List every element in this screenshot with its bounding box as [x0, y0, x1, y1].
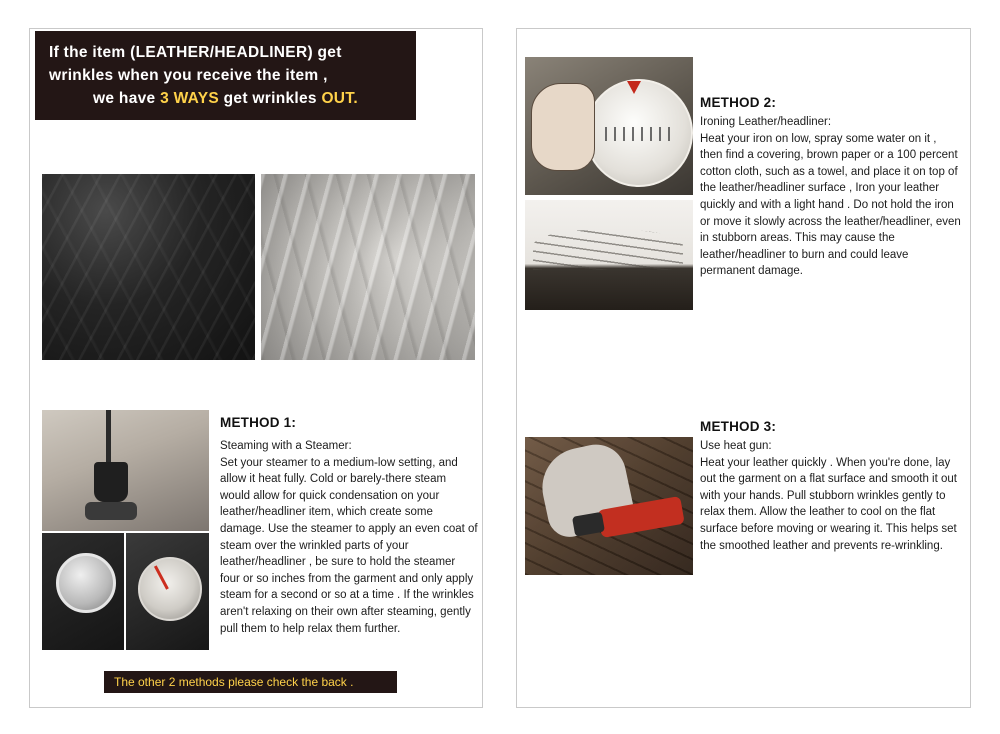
back-side-note: The other 2 methods please check the back . — [104, 671, 397, 693]
black-leather-photo — [42, 174, 255, 360]
method-1-heading: METHOD 1: — [220, 415, 297, 430]
headline-line-3 — [93, 87, 358, 110]
gray-headliner-photo — [261, 174, 475, 360]
heat-gun-photo — [525, 437, 693, 575]
hand-shape — [531, 83, 595, 171]
method-3-subtitle: Use heat gun: — [700, 440, 772, 452]
cloth-folds-shape — [533, 230, 683, 270]
method-3-heading: METHOD 3: — [700, 419, 777, 434]
steamer-dial-photo-2 — [126, 533, 209, 650]
dial-shape — [138, 557, 202, 621]
cloth-on-leather-photo — [525, 200, 693, 310]
steamer-photo — [42, 410, 209, 531]
headline-banner — [35, 31, 416, 120]
headline-line-1: If the item (LEATHER/HEADLINER) get — [49, 44, 342, 61]
method-1-text — [220, 438, 478, 637]
headline-middle: get wrinkles — [219, 90, 322, 107]
method-1-body: Set your steamer to a medium-low setting, and allow it heat fully. Cold or barely-there steam would allow for quick condensation on your leather/headliner item, which create some damage. Use the steamer to apply an even coat of steam over the wrinkled parts of your leather/headliner , be sure to hold the steamer four or so inches from the garment and only apply steam for a second or so at a time . If the wrinkles aren't relaxing on their own after steaming, gently pull them to help relax them further. — [220, 456, 478, 635]
dial-marker-icon — [627, 81, 641, 94]
headline-line-2: wrinkles when you receive the item , — [49, 67, 328, 84]
iron-dial-shape — [585, 79, 693, 187]
steamer-base-shape — [85, 502, 137, 520]
method-2-subtitle: Ironing Leather/headliner: — [700, 116, 832, 128]
headline-prefix: we have — [93, 90, 161, 107]
method-2-heading: METHOD 2: — [700, 95, 777, 110]
headline-out: OUT. — [321, 90, 358, 107]
method-3-text — [700, 438, 958, 554]
headline-ways-count: 3 WAYS — [160, 90, 220, 107]
method-2-body: Heat your iron on low, spray some water on it , then find a covering, brown paper or a 100 percent cotton cloth, such as a towel, and place it on top of the leather/headliner surface , Iron your leather quickly and with a light hand . Do not hold the iron or move it slowly across the leather/headliner, even in stubborn areas. This may cause the leather/headliner to burn and could leave permanent damage. — [700, 132, 961, 278]
method-3-body: Heat your leather quickly . When you're done, lay out the garment on a flat surface and smooth it out with your hands. Pull stubborn wrinkles gently to relax them. Allow the leather to cool on the flat surface before moving or wearing it. This helps set the smoothed leather and prevents re-wrinkling. — [700, 456, 957, 552]
dial-shape — [56, 553, 116, 613]
steamer-dial-photo-1 — [42, 533, 124, 650]
method-2-text — [700, 114, 962, 280]
method-1-subtitle: Steaming with a Steamer: — [220, 440, 352, 452]
iron-dial-photo — [525, 57, 693, 195]
